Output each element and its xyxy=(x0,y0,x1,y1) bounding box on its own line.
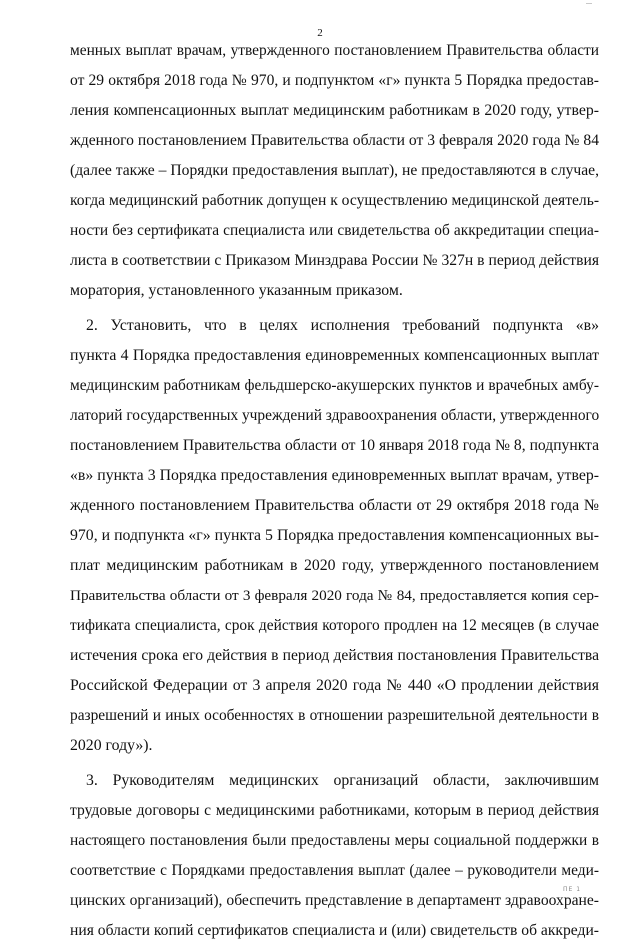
text-line: медицинским работникам фельдшерско-акушерских пунктов и врачебных амбу- xyxy=(70,377,599,394)
text-line: ния области копий сертификатов специалиста и (или) свидетельств об аккреди- xyxy=(70,922,599,939)
text-line: моратория, установленного указанным приказом. xyxy=(70,282,403,299)
text-line: цинских организаций), обеспечить представление в департамент здравоохране- xyxy=(70,892,599,909)
text-line: постановлением Правительства области от 10 января 2018 года № 8, подпункта xyxy=(70,437,599,454)
text-line: (далее также – Порядки предоставления выплат), не предоставляются в случае, xyxy=(70,162,599,179)
text-line: соответствие с Порядками предоставления выплат (далее – руководители меди- xyxy=(70,862,599,879)
text-line: разрешений и иных особенностях в отношении разрешительной деятельности в xyxy=(70,707,599,724)
text-line: Российской Федерации от 3 апреля 2020 года № 440 «О продлении действия xyxy=(70,677,599,694)
text-line: Правительства области от 3 февраля 2020 года № 84, предоставляется копия сер- xyxy=(70,587,599,604)
page-number: 2 xyxy=(317,27,323,39)
text-line: когда медицинский работник допущен к осуществлению медицинской деятель- xyxy=(70,192,600,209)
text-line: от 29 октября 2018 года № 970, и подпунктом «г» пункта 5 Порядка предостав- xyxy=(70,72,599,89)
text-line: листа в соответствии с Приказом Минздрава России № 327н в период действия xyxy=(70,252,599,269)
text-line: 2020 году»). xyxy=(70,737,153,754)
paragraph-1 xyxy=(70,36,599,306)
text-line: менных выплат врачам, утвержденного постановлением Правительства области xyxy=(70,42,599,59)
text-line: жденного постановлением Правительства области от 3 февраля 2020 года № 84 xyxy=(70,132,599,149)
text-line: трудовые договоры с медицинскими работниками, которым в период действия xyxy=(70,802,599,819)
text-line: плат медицинским работникам в 2020 году, утвержденного постановлением xyxy=(70,557,599,574)
text-line: 3. Руководителям медицинских организаций области, заключившим xyxy=(86,772,599,789)
text-line: 970, и подпункта «г» пункта 5 Порядка предоставления компенсационных вы- xyxy=(70,527,599,544)
text-line: латорий государственных учреждений здравоохранения области, утвержденного xyxy=(70,407,600,424)
text-line: настоящего постановления были предоставлены меры социальной поддержки в xyxy=(70,832,599,849)
body-text xyxy=(70,36,599,946)
text-line: жденного постановлением Правительства области от 29 октября 2018 года № xyxy=(70,497,599,514)
scan-mark xyxy=(586,3,592,4)
text-line: 2. Установить, что в целях исполнения требований подпункта «в» xyxy=(86,317,599,334)
text-line: пункта 4 Порядка предоставления единовременных компенсационных выплат xyxy=(70,347,599,364)
text-line: ности без сертификата специалиста или свидетельства об аккредитации специа- xyxy=(70,222,599,239)
footer-mark: ПЕ 1 xyxy=(563,886,582,893)
text-line: тификата специалиста, срок действия которого продлен на 12 месяцев (в случае xyxy=(70,617,599,634)
paragraph-2 xyxy=(70,311,599,761)
text-line: ления компенсационных выплат медицинским работникам в 2020 году, утвер- xyxy=(70,102,599,119)
paragraph-3 xyxy=(70,766,599,946)
text-line: истечения срока его действия в период действия постановления Правительства xyxy=(70,647,599,664)
text-line: «в» пункта 3 Порядка предоставления единовременных выплат врачам, утвер- xyxy=(70,467,599,484)
